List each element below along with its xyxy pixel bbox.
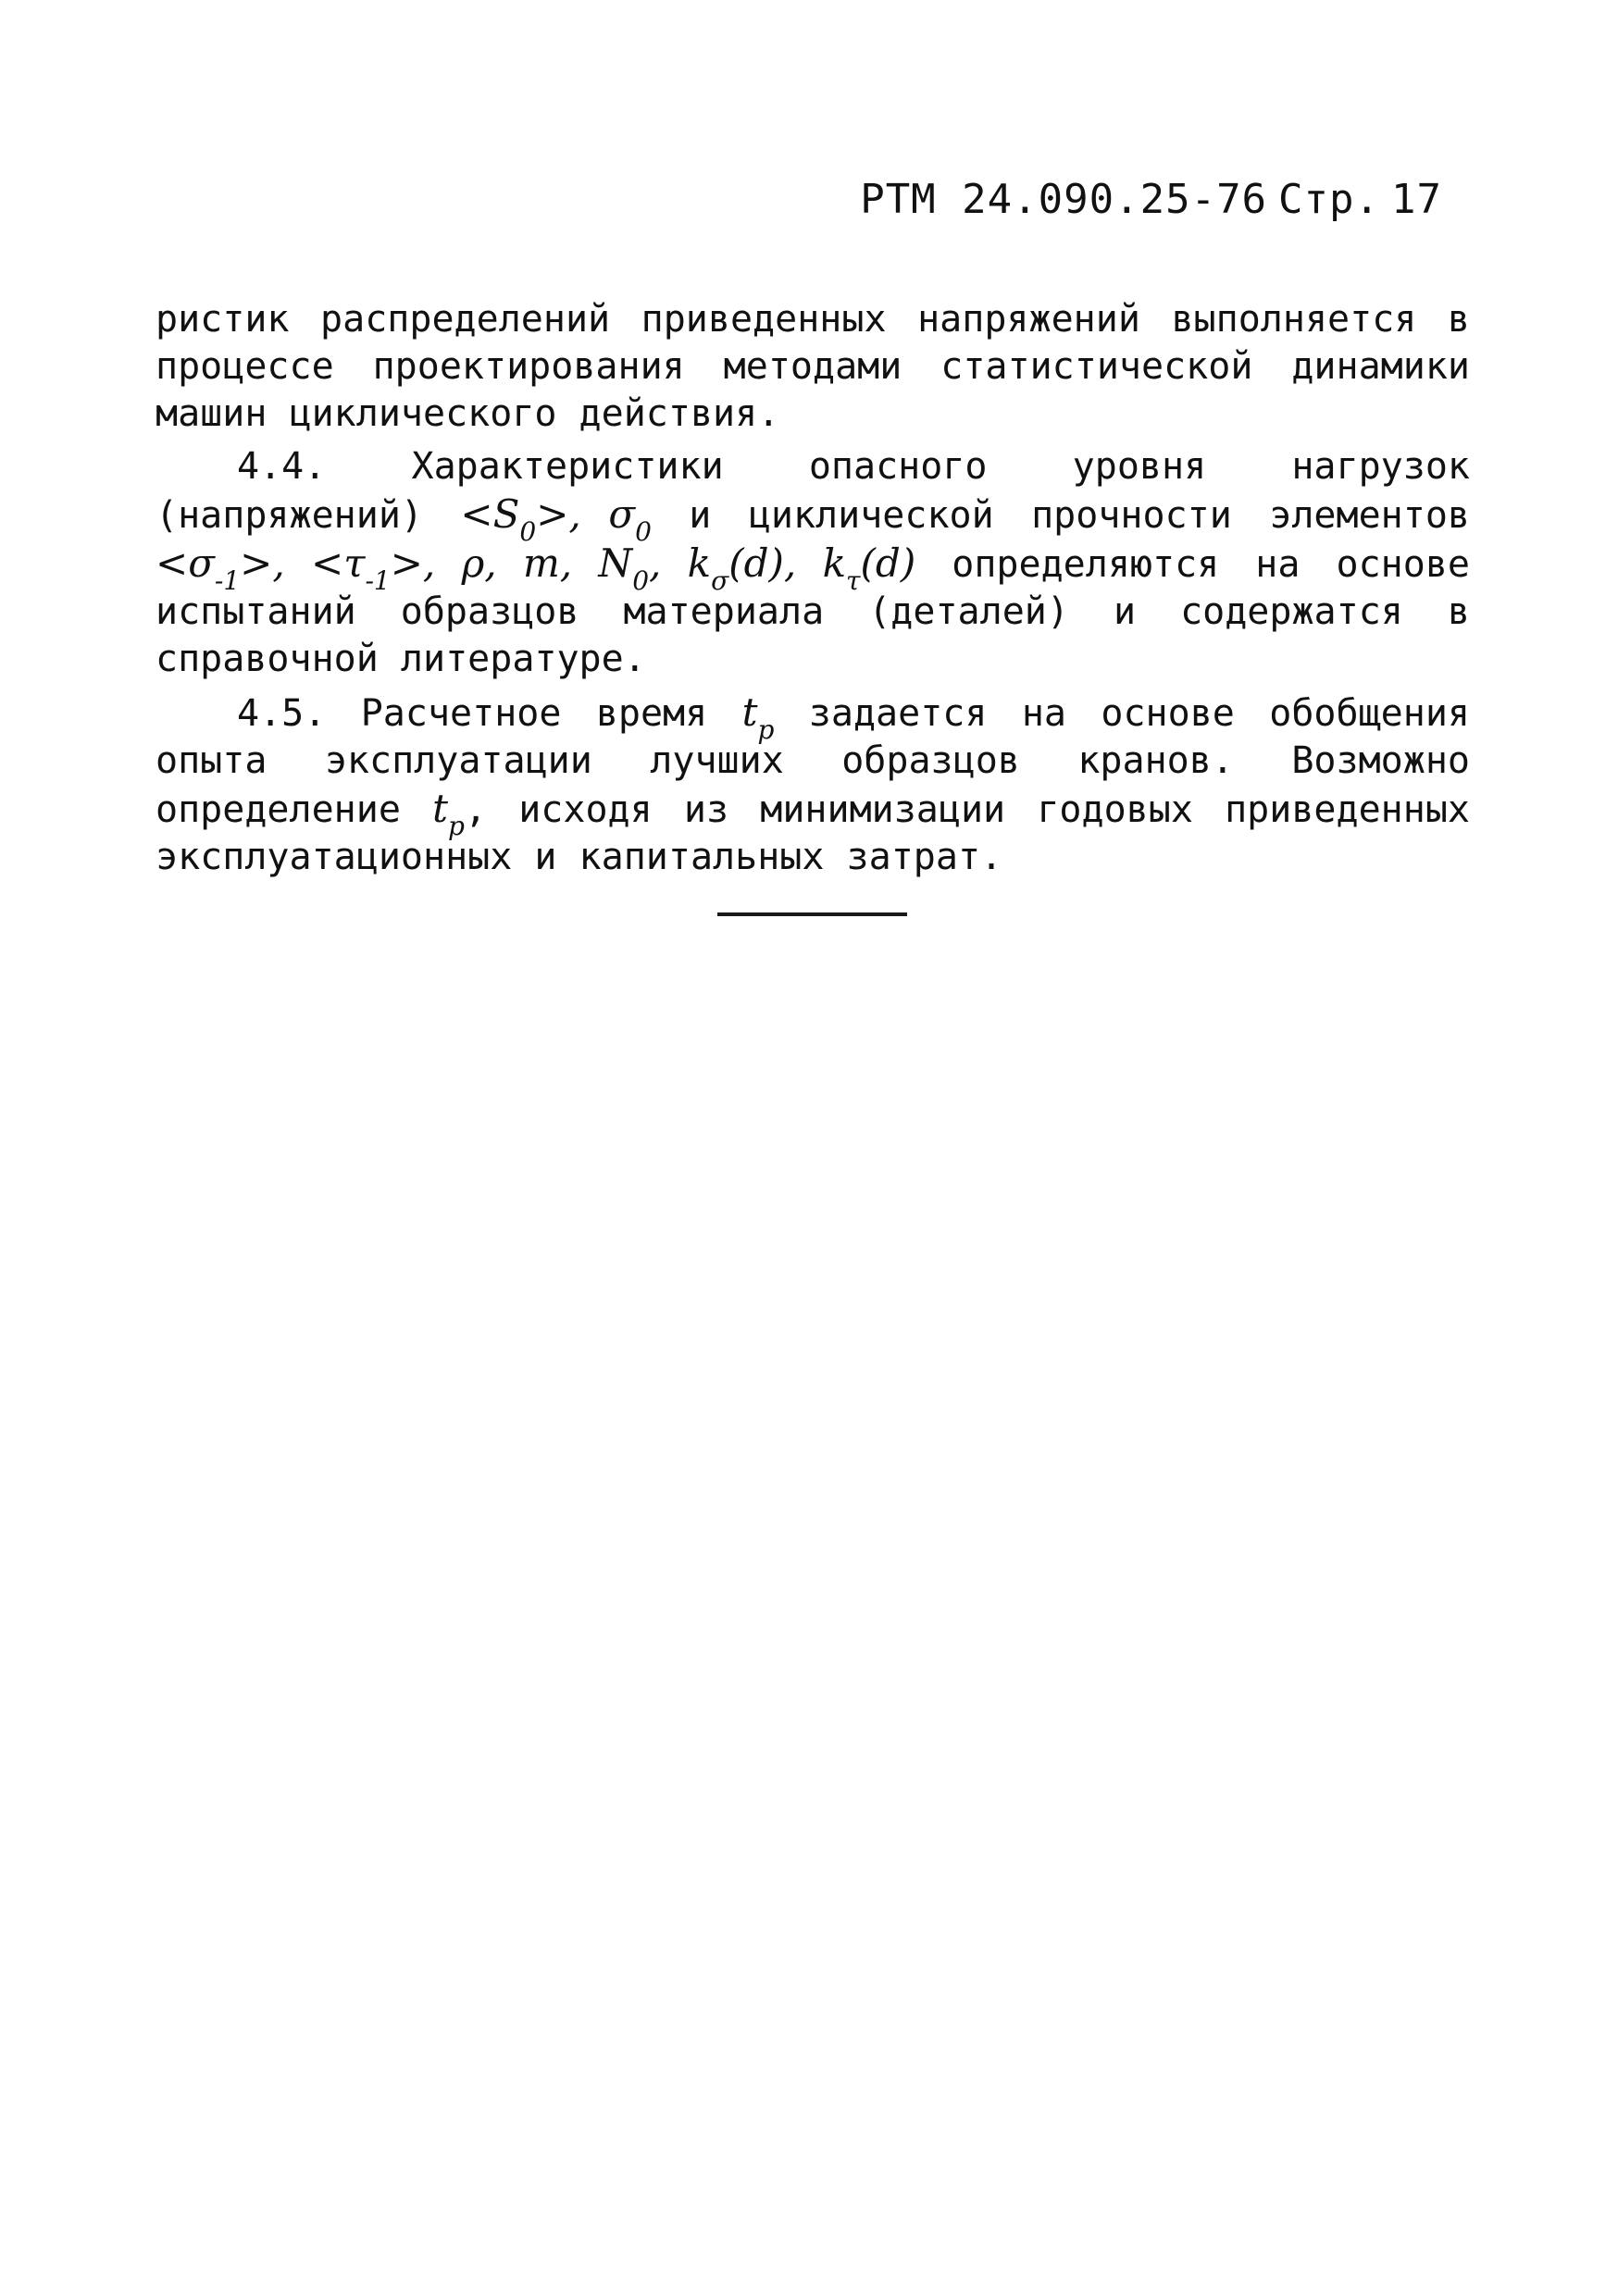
document-body [156,296,1470,887]
formula-tp-2: $t_р$ [432,786,465,841]
paragraph-mid: и циклической прочности элементов [651,494,1470,537]
paragraph-tail: определяются на основе испытаний образцов материала (деталей) и содержатся в справочной литературе. [156,543,1470,680]
paragraph-mid: задается на основе обобщения опыта эксплуатации лучших образцов кранов. Возможно определение [156,692,1470,831]
page-header [860,176,1442,223]
page-label: Стр. [1278,176,1381,223]
section-number: 4.5. [237,692,327,735]
document-code: РТМ 24.090.25-76 [860,176,1268,223]
formula-tp: $t_р$ [741,689,775,745]
paragraph-continuation: ристик распределений приведенных напряжений выполняется в процессе проектирования методами статистической динамики машин циклического действия. [156,298,1470,435]
paragraph-4-5 [156,689,1470,881]
page-number: 17 [1391,176,1442,223]
paragraph-4-4 [156,443,1470,683]
paragraph-lead: Характеристики опасного уровня нагрузок (напряжений) [156,445,1470,537]
section-number: 4.4. [237,445,327,488]
section-end-rule [717,912,907,916]
formula-sigma-tau: $<\sigma_{-1}>$, $<\tau_{-1}>$, ρ, m, $N_0$, $k_\sigma(d)$, $k_\tau(d)$ [156,540,916,596]
paragraph-lead: Расчетное время [360,692,742,735]
formula-s0: $<S_0>$, $\sigma_0$ [460,491,652,547]
paragraph-tail: , исходя из минимизации годовых приведенных эксплуатационных и капитальных затрат. [156,788,1470,878]
